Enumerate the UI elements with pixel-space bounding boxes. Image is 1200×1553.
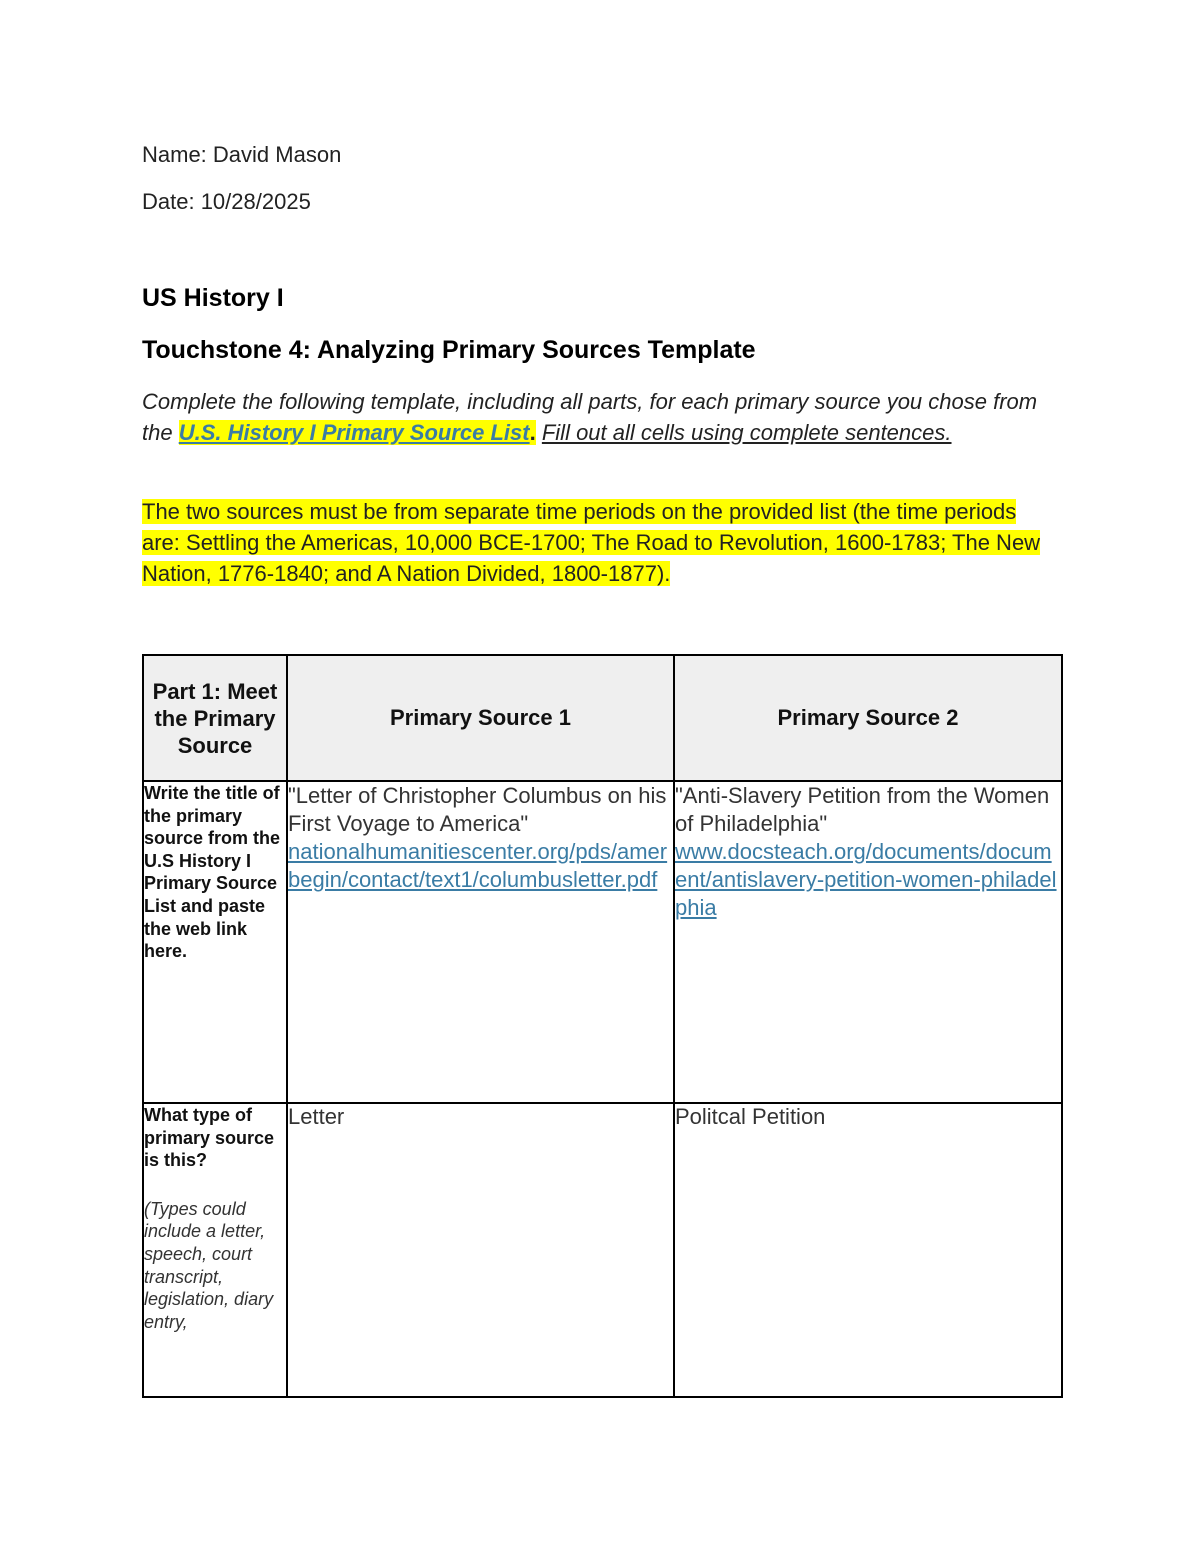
link-period: . xyxy=(529,420,536,445)
table-row xyxy=(143,1103,1062,1397)
source-2-link[interactable]: www.docsteach.org/documents/document/antislavery-petition-women-philadelphia xyxy=(675,839,1057,920)
instructions-text: Complete the following template, including all parts, for each primary source you chose from the xyxy=(142,389,1038,445)
source-2-title-cell[interactable] xyxy=(674,781,1062,1103)
title-link-row-label: Write the title of the primary source from the U.S History I Primary Source List and paste the web link here. xyxy=(143,781,287,1103)
primary-source-2-header: Primary Source 2 xyxy=(674,655,1062,781)
source-1-link[interactable]: nationalhumanitiescenter.org/pds/amerbegin/contact/text1/columbusletter.pdf xyxy=(288,839,668,892)
source-1-title: "Letter of Christopher Columbus on his First Voyage to America" xyxy=(288,783,667,836)
part-1-header: Part 1: Meet the Primary Source xyxy=(143,655,287,781)
table-header-row xyxy=(143,655,1062,781)
time-period-note-text: The two sources must be from separate time periods on the provided list (the time periods are: Settling the Americas, 10,000 BCE-1700; The Road to Revolution, 1600-1783; The New Nation, 1776-1840; and A Nation Divided, 1800-1877). xyxy=(142,499,1041,586)
assignment-title: Touchstone 4: Analyzing Primary Sources Template xyxy=(142,336,756,364)
primary-source-list-link[interactable]: U.S. History I Primary Source List xyxy=(178,420,530,445)
student-name: Name: David Mason xyxy=(142,142,342,167)
source-1-title-cell[interactable] xyxy=(287,781,674,1103)
primary-source-table xyxy=(142,654,1063,1398)
time-period-note xyxy=(142,496,1042,589)
table-row xyxy=(143,781,1062,1103)
source-type-examples: (Types could include a letter, speech, court transcript, legislation, diary entry, xyxy=(144,1198,274,1332)
source-1-type[interactable]: Letter xyxy=(287,1103,674,1397)
source-2-title: "Anti-Slavery Petition from the Women of Philadelphia" xyxy=(675,783,1050,836)
source-2-type[interactable]: Politcal Petition xyxy=(674,1103,1062,1397)
primary-source-1-header: Primary Source 1 xyxy=(287,655,674,781)
instructions-paragraph xyxy=(142,386,1062,448)
submission-date: Date: 10/28/2025 xyxy=(142,189,311,214)
source-type-question: What type of primary source is this? xyxy=(144,1105,275,1171)
complete-sentences-instruction: Fill out all cells using complete sentences. xyxy=(541,420,952,445)
source-type-row-label xyxy=(143,1103,287,1397)
course-title: US History I xyxy=(142,284,284,312)
